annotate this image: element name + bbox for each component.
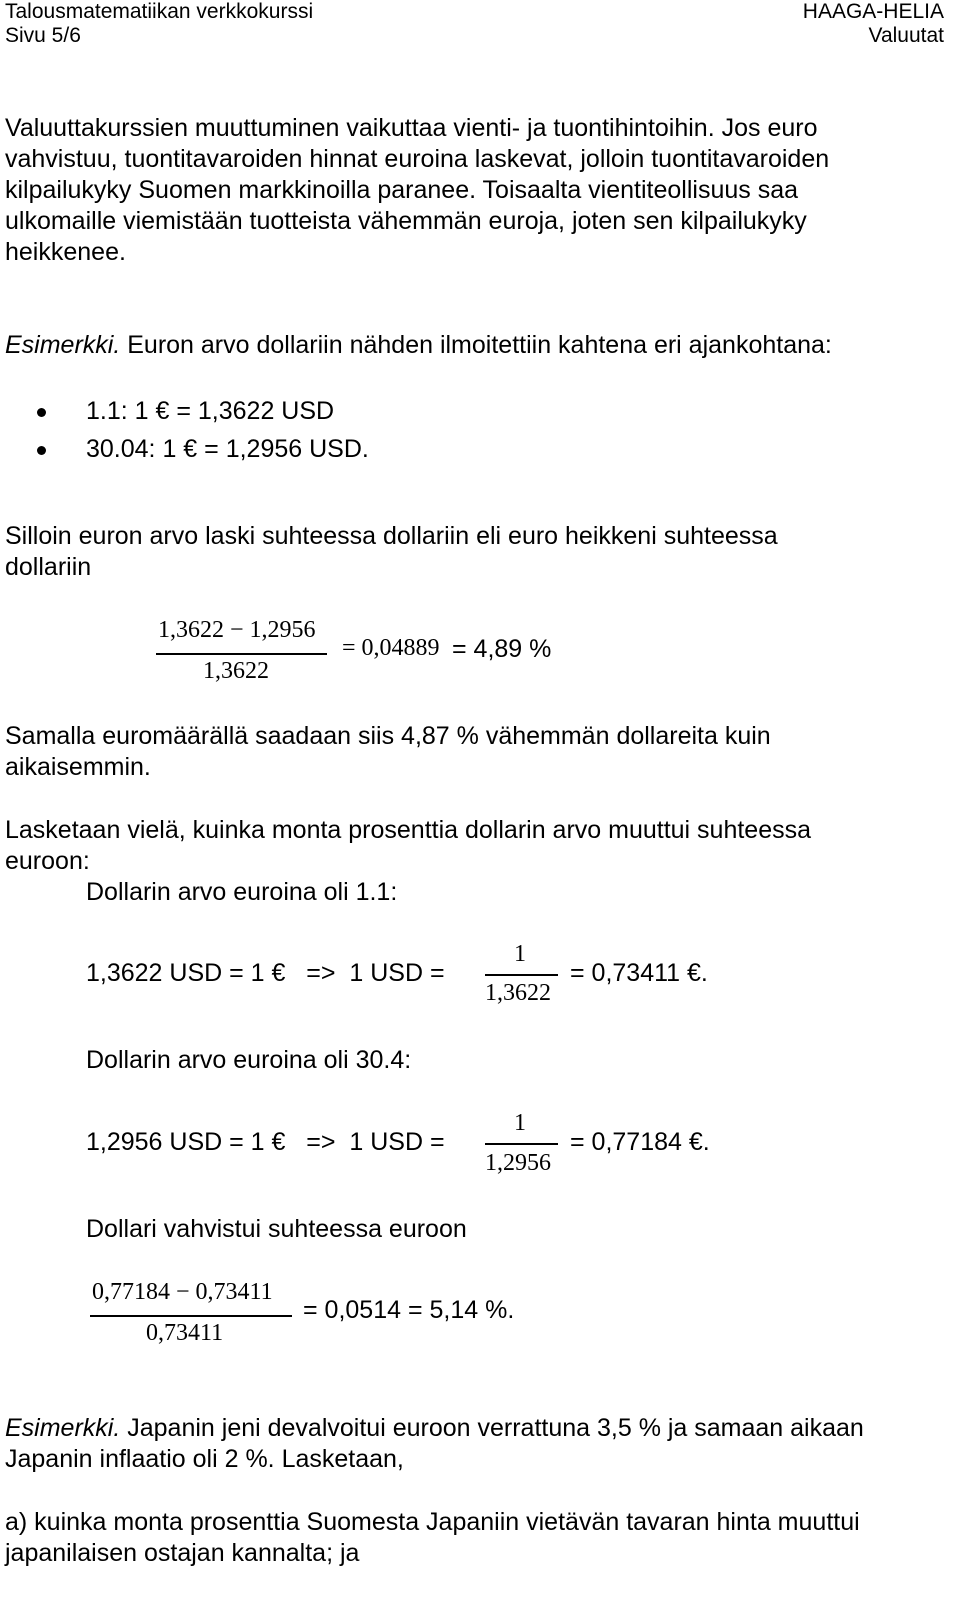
equation-result: = 0,0514 = 5,14 %. [303, 1296, 515, 1324]
fraction-bar [156, 653, 327, 655]
paragraph-line: Lasketaan vielä, kuinka monta prosenttia dollarin arvo muuttui suhteessa [5, 816, 812, 844]
example-label: Esimerkki. [5, 331, 121, 359]
page-number: Sivu 5/6 [5, 24, 81, 47]
section-title: Valuutat [868, 24, 944, 47]
fraction-denominator: 1,3622 [485, 980, 551, 1006]
paragraph-line: euroon: [5, 847, 90, 875]
paragraph-line: Japanin inflaatio oli 2 %. Lasketaan, [5, 1445, 404, 1473]
example-label: Esimerkki. [5, 1414, 121, 1442]
school-name: HAAGA-HELIA [802, 0, 944, 23]
intro-line: Valuuttakurssien muuttuminen vaikuttaa vienti- ja tuontihintoihin. Jos euro [5, 114, 818, 142]
intro-line: kilpailukyky Suomen markkinoilla paranee. Toisaalta vientiteollisuus saa [5, 176, 799, 204]
fraction-denominator: 1,3622 [203, 658, 269, 684]
fraction-numerator: 1 [514, 1110, 526, 1136]
fraction-bar [90, 1315, 292, 1317]
bullet-item: 1.1: 1 € = 1,3622 USD [86, 397, 335, 425]
intro-line: ulkomaille viemistään tuotteista vähemmän euroja, joten sen kilpailukyky [5, 207, 807, 235]
course-title: Talousmatematiikan verkkokurssi [5, 0, 314, 23]
equation-result: = 0,77184 €. [570, 1128, 710, 1156]
fraction-numerator: 1,3622 − 1,2956 [158, 617, 316, 643]
bullet-icon [37, 408, 46, 417]
example-heading [5, 330, 832, 361]
fraction-numerator: 0,77184 − 0,73411 [92, 1279, 273, 1305]
example-text: Japanin jeni devalvoitui euroon verrattuna 3,5 % ja samaan aikaan [120, 1414, 864, 1442]
bullet-item: 30.04: 1 € = 1,2956 USD. [86, 435, 369, 463]
dollar-label: Dollarin arvo euroina oli 30.4: [86, 1046, 412, 1074]
question-line: a) kuinka monta prosenttia Suomesta Japaniin vietävän tavaran hinta muuttui [5, 1508, 860, 1536]
fraction-denominator: 0,73411 [146, 1320, 224, 1346]
fraction-bar [485, 1143, 558, 1145]
equation-left: 1,3622 USD = 1 € => 1 USD = [86, 959, 445, 987]
example-heading [5, 1413, 864, 1444]
bullet-icon [37, 446, 46, 455]
fraction-result: = 0,04889 [342, 635, 440, 661]
strengthen-label: Dollari vahvistui suhteessa euroon [86, 1215, 467, 1243]
fraction-numerator: 1 [514, 941, 526, 967]
dollar-label: Dollarin arvo euroina oli 1.1: [86, 878, 398, 906]
equation-left: 1,2956 USD = 1 € => 1 USD = [86, 1128, 445, 1156]
percent-result: = 4,89 % [452, 635, 552, 663]
equation-result: = 0,73411 €. [570, 959, 708, 987]
paragraph-line: Samalla euromäärällä saadaan siis 4,87 % vähemmän dollareita kuin [5, 722, 771, 750]
fraction-denominator: 1,2956 [485, 1150, 551, 1176]
paragraph-line: Silloin euron arvo laski suhteessa dollariin eli euro heikkeni suhteessa [5, 522, 778, 550]
paragraph-line: dollariin [5, 553, 92, 581]
question-line: japanilaisen ostajan kannalta; ja [5, 1539, 360, 1567]
paragraph-line: aikaisemmin. [5, 753, 151, 781]
intro-line: heikkenee. [5, 238, 126, 266]
intro-line: vahvistuu, tuontitavaroiden hinnat euroina laskevat, jolloin tuontitavaroiden [5, 145, 830, 173]
fraction-bar [485, 974, 558, 976]
example-text: Euron arvo dollariin nähden ilmoitettiin kahtena eri ajankohtana: [120, 331, 832, 359]
